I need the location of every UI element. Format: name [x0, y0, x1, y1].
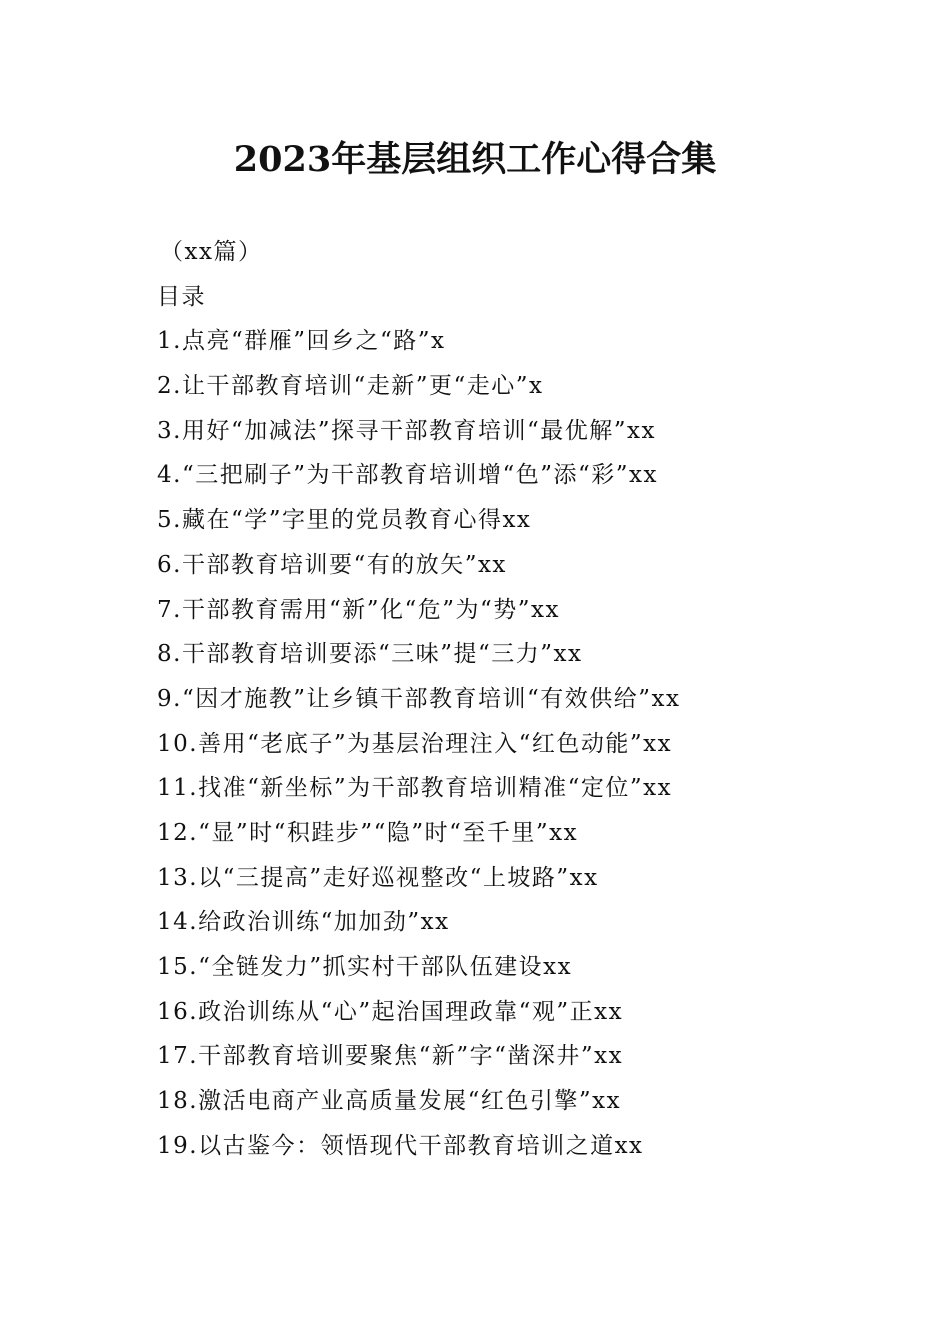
table-of-contents — [157, 319, 917, 1168]
toc-item: 14.给政治训练“加加劲”xx — [157, 909, 450, 936]
document-title: 2023年基层组织工作心得合集 — [233, 139, 717, 180]
toc-item: 18.激活电商产业高质量发展“红色引擎”xx — [157, 1088, 622, 1115]
toc-item: 7.干部教育需用“新”化“危”为“势”xx — [157, 596, 560, 623]
toc-item: 8.干部教育培训要添“三味”提“三力”xx — [157, 641, 583, 668]
toc-item: 4.“三把刷子”为干部教育培训增“色”添“彩”xx — [157, 462, 658, 489]
toc-item: 1.点亮“群雁”回乡之“路”x — [157, 328, 446, 355]
toc-item: 12.“显”时“积跬步”“隐”时“至千里”xx — [157, 819, 579, 846]
toc-item: 9.“因才施教”让乡镇干部教育培训“有效供给”xx — [157, 685, 681, 712]
toc-item: 5.藏在“学”字里的党员教育心得xx — [157, 507, 532, 534]
toc-item: 2.让干部教育培训“走新”更“走心”x — [157, 373, 544, 400]
toc-item: 3.用好“加减法”探寻干部教育培训“最优解”xx — [157, 417, 656, 444]
document-body — [157, 230, 917, 1168]
toc-item: 10.善用“老底子”为基层治理注入“红色动能”xx — [157, 730, 673, 757]
toc-item: 17.干部教育培训要聚焦“新”字“凿深井”xx — [157, 1043, 624, 1070]
toc-item: 16.政治训练从“心”起治国理政靠“观”正xx — [157, 998, 624, 1025]
toc-item: 6.干部教育培训要“有的放矢”xx — [157, 551, 507, 578]
document-subtitle: （xx篇） — [160, 239, 263, 265]
toc-item: 13.以“三提高”走好巡视整改“上坡路”xx — [157, 864, 599, 891]
toc-item: 19.以古鉴今：领悟现代干部教育培训之道xx — [157, 1132, 644, 1159]
toc-item: 15.“全链发力”抓实村干部队伍建设xx — [157, 954, 573, 980]
toc-heading: 目录 — [157, 283, 206, 310]
toc-item: 11.找准“新坐标”为干部教育培训精准“定位”xx — [157, 775, 673, 802]
